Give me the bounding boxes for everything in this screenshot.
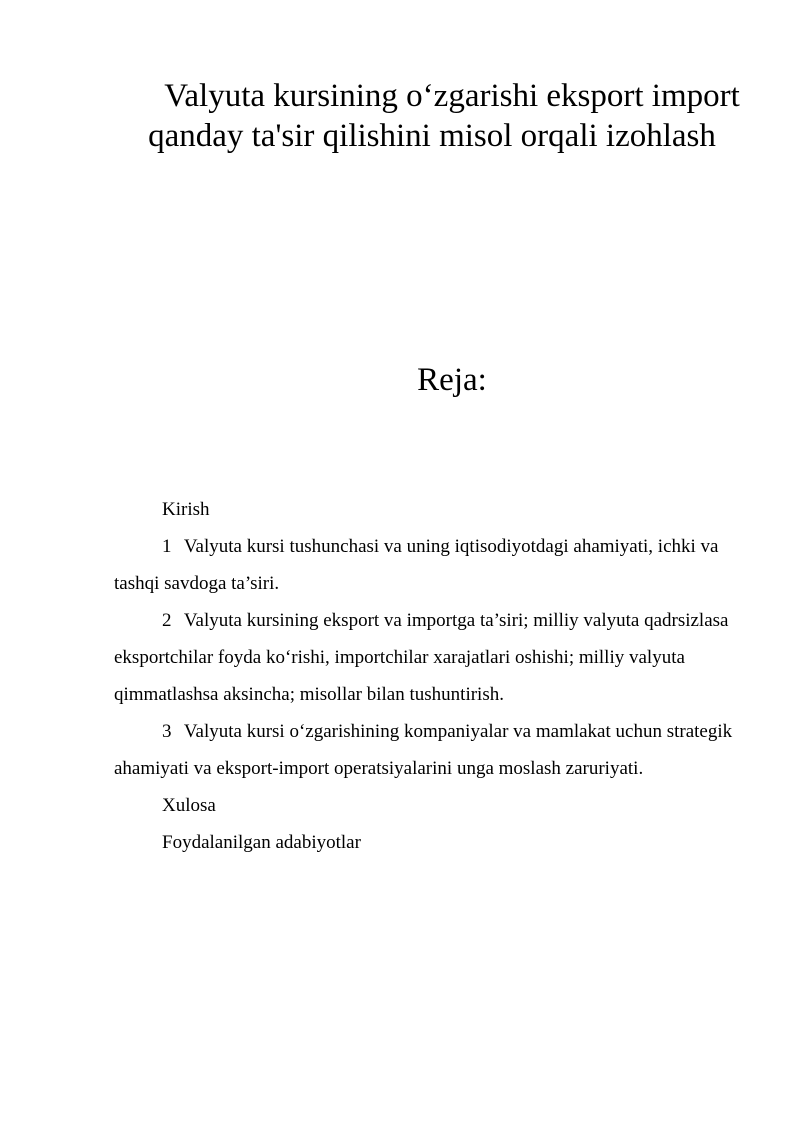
plan-item-text: Valyuta kursining eksport va importga ta’siri; milliy valyuta qadrsizlasa eksportchilar foyda ko‘rishi, importchilar xarajatlari oshishi; milliy valyuta qimmatlashsa aksincha; misollar bilan tushuntirish.: [114, 610, 729, 705]
plan-item-2: [114, 602, 738, 713]
plan-item-number: 1: [162, 536, 172, 557]
document-title: Valyuta kursining o‘zgarishi eksport import qanday ta'sir qilishini misol orqali izohlash: [148, 78, 740, 154]
plan-item-references: Foydalanilgan adabiyotlar: [162, 832, 361, 853]
plan-item-1: [114, 528, 738, 602]
plan-list: [114, 491, 738, 861]
plan-item-number: 2: [162, 610, 172, 631]
plan-heading: Reja:: [417, 362, 487, 398]
plan-item-intro: Kirish: [162, 499, 210, 520]
plan-item-text: Valyuta kursi o‘zgarishining kompaniyalar va mamlakat uchun strategik ahamiyati va eksport-import operatsiyalarini unga moslash zaruriyati.: [114, 721, 733, 779]
plan-item-text: Valyuta kursi tushunchasi va uning iqtisodiyotdagi ahamiyati, ichki va tashqi savdoga ta’siri.: [114, 536, 719, 594]
plan-item-conclusion: Xulosa: [162, 795, 216, 816]
plan-item-3: [114, 713, 738, 787]
plan-item-number: 3: [162, 721, 172, 742]
